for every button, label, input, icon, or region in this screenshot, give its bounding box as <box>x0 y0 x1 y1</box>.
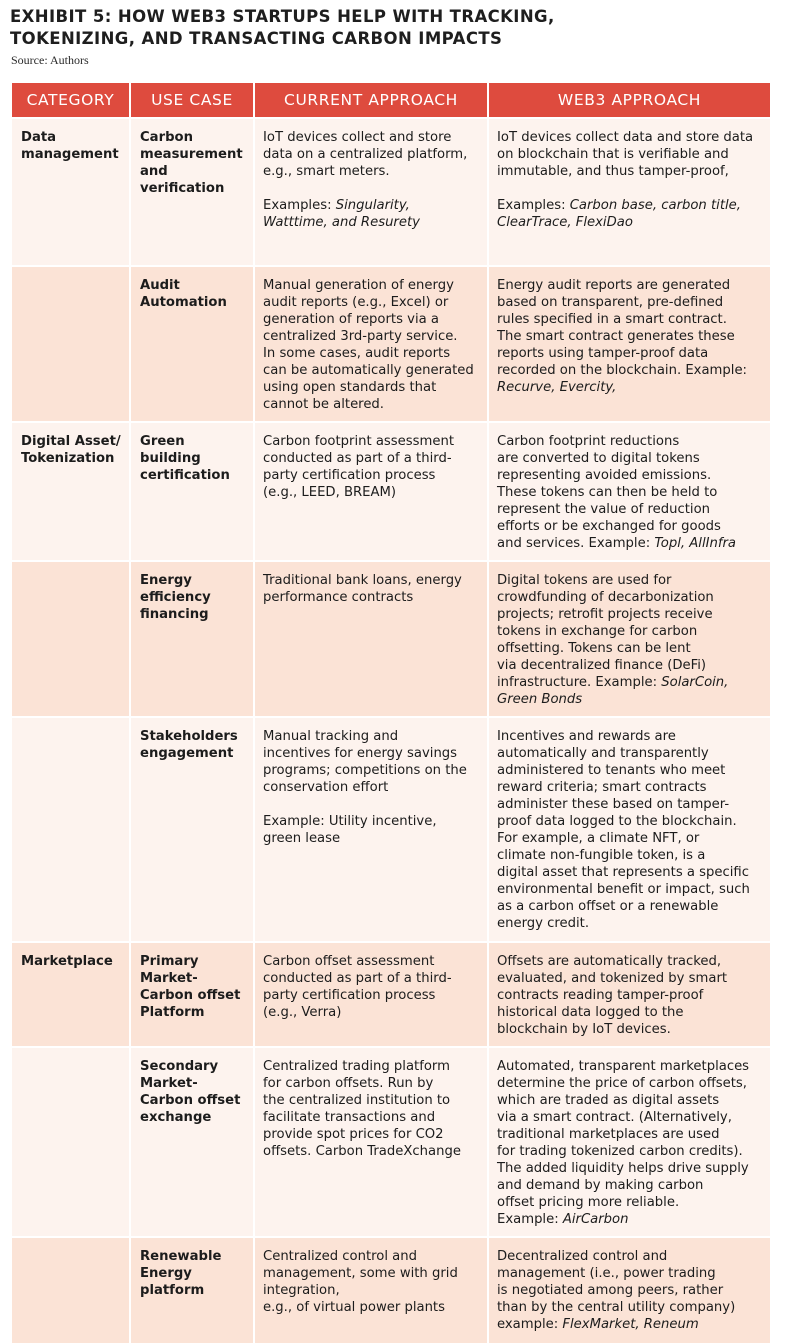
examples-label: Examples: <box>497 198 570 213</box>
use-case-text: Audit <box>140 278 180 293</box>
use-case-text: Secondary <box>140 1059 219 1074</box>
examples-names: ClearTrace, FlexiDao <box>497 215 633 230</box>
table-row <box>11 561 771 717</box>
web3-examples <box>497 197 763 214</box>
use-case-text: efficiency <box>140 590 211 605</box>
web3-text: for trading tokenized carbon credits). <box>497 1144 743 1159</box>
header-category: CATEGORY <box>11 83 130 118</box>
current-text: offsets. Carbon TradeXchange <box>263 1144 461 1159</box>
web3-text: Digital tokens are used for <box>497 573 672 588</box>
web3-approach-cell <box>488 942 771 1047</box>
use-case-text: measurement <box>140 147 243 162</box>
current-text: provide spot prices for CO2 <box>263 1127 444 1142</box>
current-text: green lease <box>263 831 341 846</box>
web3-text: Offsets are automatically tracked, <box>497 954 722 969</box>
current-text: e.g., of virtual power plants <box>263 1300 445 1315</box>
use-case-text: Platform <box>140 1005 205 1020</box>
examples-names: SolarCoin, <box>661 675 729 690</box>
web3-text: Decentralized control and <box>497 1249 668 1264</box>
exhibit-title-line2: TOKENIZING, AND TRANSACTING CARBON IMPACTS <box>10 29 503 48</box>
web3-text: traditional marketplaces are used <box>497 1127 720 1142</box>
current-text: conducted as part of a third- <box>263 451 452 466</box>
category-cell <box>11 118 130 266</box>
current-text: party certification process <box>263 468 436 483</box>
table-row <box>11 1237 771 1343</box>
web3-text: IoT devices collect data and store data <box>497 130 754 145</box>
examples-names: Singularity, <box>335 198 410 213</box>
use-case-text: Carbon <box>140 130 193 145</box>
web3-text: via a smart contract. (Alternatively, <box>497 1110 732 1125</box>
web3-text: as a carbon offset or a renewable <box>497 899 719 914</box>
web3-text: Incentives and rewards are <box>497 729 676 744</box>
web3-examples-cont <box>497 691 763 708</box>
current-text: performance contracts <box>263 590 414 605</box>
use-case-text: Primary <box>140 954 199 969</box>
category-cell <box>11 1237 130 1343</box>
web3-approach-cell <box>488 118 771 266</box>
web3-text: and demand by making carbon <box>497 1178 704 1193</box>
web3-text: These tokens can then be held to <box>497 485 718 500</box>
current-text: Centralized control and <box>263 1249 417 1264</box>
use-case-text: Market- <box>140 1076 198 1091</box>
web3-examples <box>497 1316 763 1333</box>
use-case-cell <box>130 561 254 717</box>
exhibit-title-line1: EXHIBIT 5: HOW WEB3 STARTUPS HELP WITH TRACKING, <box>10 7 555 26</box>
web3-text: management (i.e., power trading <box>497 1266 716 1281</box>
current-text: Carbon offset assessment <box>263 954 435 969</box>
current-text: Example: Utility incentive, <box>263 814 437 829</box>
web3-text: reward criteria; smart contracts <box>497 780 707 795</box>
current-text: In some cases, audit reports <box>263 346 451 361</box>
web3-text: is negotiated among peers, rather <box>497 1283 724 1298</box>
web3-text: The added liquidity helps drive supply <box>497 1161 749 1176</box>
current-text: Traditional bank loans, energy <box>263 573 462 588</box>
current-approach-cell <box>254 561 488 717</box>
web3-text: than by the central utility company) <box>497 1300 736 1315</box>
web3-text: offset pricing more reliable. <box>497 1195 680 1210</box>
current-text: IoT devices collect and store <box>263 130 452 145</box>
web3-text: based on transparent, pre-defined <box>497 295 724 310</box>
current-text: using open standards that <box>263 380 437 395</box>
web3-text: rules specified in a smart contract. <box>497 312 727 327</box>
web3-text: Energy audit reports are generated <box>497 278 731 293</box>
web3-examples <box>497 379 763 396</box>
use-case-text: certification <box>140 468 230 483</box>
web3-examples <box>497 535 763 552</box>
table-row <box>11 717 771 942</box>
web3-text: projects; retrofit projects receive <box>497 607 713 622</box>
category-cell <box>11 422 130 561</box>
web3-text: offsetting. Tokens can be lent <box>497 641 691 656</box>
current-text: audit reports (e.g., Excel) or <box>263 295 449 310</box>
web3-text: proof data logged to the blockchain. <box>497 814 737 829</box>
web3-approach-cell <box>488 1047 771 1237</box>
current-text: conducted as part of a third- <box>263 971 452 986</box>
web3-examples <box>497 674 763 691</box>
table-row <box>11 942 771 1047</box>
current-text: conservation effort <box>263 780 389 795</box>
web3-text: example: <box>497 1317 563 1332</box>
current-approach-cell <box>254 1237 488 1343</box>
web3-approach-cell <box>488 561 771 717</box>
web3-text: represent the value of reduction <box>497 502 711 517</box>
web3-text: Example: <box>497 1212 563 1227</box>
use-case-cell <box>130 1047 254 1237</box>
examples-names: FlexMarket, Reneum <box>562 1317 699 1332</box>
current-text: Carbon footprint assessment <box>263 434 454 449</box>
current-approach-cell <box>254 1047 488 1237</box>
use-case-text: Stakeholders <box>140 729 238 744</box>
category-text: Marketplace <box>21 954 113 969</box>
web3-text: determine the price of carbon offsets, <box>497 1076 747 1091</box>
category-text: Digital Asset/ <box>21 434 121 449</box>
source-note: Source: Authors <box>11 53 89 67</box>
current-text: can be automatically generated <box>263 363 474 378</box>
current-approach-cell <box>254 717 488 942</box>
web3-text: For example, a climate NFT, or <box>497 831 700 846</box>
web3-approach-cell <box>488 266 771 422</box>
table-row <box>11 118 771 266</box>
use-case-cell <box>130 942 254 1047</box>
category-cell <box>11 266 130 422</box>
examples-names: Carbon base, carbon title, <box>569 198 741 213</box>
examples-names: Recurve, Evercity, <box>497 380 617 395</box>
use-case-text: Green building <box>140 434 201 466</box>
category-cell <box>11 561 130 717</box>
category-cell <box>11 1047 130 1237</box>
table-header-row <box>11 83 771 118</box>
current-text: Manual tracking and <box>263 729 399 744</box>
category-text: management <box>21 147 119 162</box>
current-text: (e.g., LEED, BREAM) <box>263 485 397 500</box>
web3-text: climate non-fungible token, is a <box>497 848 706 863</box>
table-row <box>11 1047 771 1237</box>
use-case-text: Carbon offset <box>140 1093 241 1108</box>
web3-text: automatically and transparently <box>497 746 709 761</box>
web3-approach-cell <box>488 422 771 561</box>
web3-text: crowdfunding of decarbonization <box>497 590 714 605</box>
web3-text: evaluated, and tokenized by smart <box>497 971 728 986</box>
web3-text: reports using tamper-proof data <box>497 346 709 361</box>
use-case-text: engagement <box>140 746 234 761</box>
examples-names: AirCarbon <box>562 1212 629 1227</box>
web3-text: recorded on the blockchain. Example: <box>497 363 747 378</box>
examples-names: Topl, AllInfra <box>654 536 736 551</box>
current-approach-cell <box>254 422 488 561</box>
web3-examples-cont <box>497 214 763 231</box>
use-case-text: Automation <box>140 295 227 310</box>
use-case-text: and <box>140 164 168 179</box>
web3-approach-cell <box>488 1237 771 1343</box>
category-text: Tokenization <box>21 451 115 466</box>
web3-text: blockchain by IoT devices. <box>497 1022 671 1037</box>
current-approach-cell <box>254 266 488 422</box>
current-examples <box>263 197 480 214</box>
use-case-text: Renewable <box>140 1249 222 1264</box>
web3-text: which are traded as digital assets <box>497 1093 720 1108</box>
current-text: programs; competitions on the <box>263 763 467 778</box>
web3-text: The smart contract generates these <box>497 329 735 344</box>
web3-text: infrastructure. Example: <box>497 675 662 690</box>
current-text: data on a centralized platform, <box>263 147 468 162</box>
web3-text: digital asset that represents a specific <box>497 865 749 880</box>
current-text: the centralized institution to <box>263 1093 451 1108</box>
category-text: Data <box>21 130 57 145</box>
web3-text: Carbon footprint reductions <box>497 434 680 449</box>
web3-text: via decentralized finance (DeFi) <box>497 658 707 673</box>
web3-text: historical data logged to the <box>497 1005 684 1020</box>
web3-text: Automated, transparent marketplaces <box>497 1059 750 1074</box>
web3-text: administer these based on tamper- <box>497 797 730 812</box>
current-text: for carbon offsets. Run by <box>263 1076 434 1091</box>
web3-text: representing avoided emissions. <box>497 468 712 483</box>
current-text: facilitate transactions and <box>263 1110 436 1125</box>
current-text: Centralized trading platform <box>263 1059 450 1074</box>
use-case-text: Market- <box>140 971 198 986</box>
use-case-cell <box>130 422 254 561</box>
current-approach-cell <box>254 942 488 1047</box>
web3-text: environmental benefit or impact, such <box>497 882 750 897</box>
use-case-text: exchange <box>140 1110 212 1125</box>
category-cell <box>11 942 130 1047</box>
use-case-cell <box>130 266 254 422</box>
header-web3-approach: WEB3 APPROACH <box>488 83 771 118</box>
web3-text: immutable, and thus tamper-proof, <box>497 164 729 179</box>
examples-names: Green Bonds <box>497 692 583 707</box>
current-text: management, some with grid <box>263 1266 458 1281</box>
exhibit-title <box>10 6 555 50</box>
examples-label: Examples: <box>263 198 336 213</box>
use-case-text: Carbon offset <box>140 988 241 1003</box>
current-examples-cont <box>263 214 480 231</box>
web3-text: contracts reading tamper-proof <box>497 988 704 1003</box>
use-case-text: platform <box>140 1283 205 1298</box>
current-text: cannot be altered. <box>263 397 384 412</box>
table-row <box>11 266 771 422</box>
use-case-cell <box>130 717 254 942</box>
current-text: centralized 3rd-party service. <box>263 329 458 344</box>
use-case-text: financing <box>140 607 209 622</box>
use-case-cell <box>130 118 254 266</box>
use-case-text: verification <box>140 181 225 196</box>
web3-text: and services. Example: <box>497 536 655 551</box>
use-case-cell <box>130 1237 254 1343</box>
web3-text: on blockchain that is verifiable and <box>497 147 729 162</box>
table-row <box>11 422 771 561</box>
web3-text: tokens in exchange for carbon <box>497 624 698 639</box>
current-approach-cell <box>254 118 488 266</box>
web3-text: are converted to digital tokens <box>497 451 700 466</box>
use-case-text: Energy <box>140 1266 192 1281</box>
category-cell <box>11 717 130 942</box>
web3-examples <box>497 1211 763 1228</box>
web3-text: administered to tenants who meet <box>497 763 726 778</box>
current-text: e.g., smart meters. <box>263 164 390 179</box>
current-text: integration, <box>263 1283 340 1298</box>
exhibit-table <box>10 83 772 1343</box>
use-case-text: Energy <box>140 573 192 588</box>
current-text: incentives for energy savings <box>263 746 458 761</box>
header-use-case: USE CASE <box>130 83 254 118</box>
web3-approach-cell <box>488 717 771 942</box>
web3-text: energy credit. <box>497 916 590 931</box>
current-text: Manual generation of energy <box>263 278 454 293</box>
current-text: (e.g., Verra) <box>263 1005 342 1020</box>
current-text: generation of reports via a <box>263 312 439 327</box>
examples-names: Watttime, and Resurety <box>263 215 420 230</box>
header-current-approach: CURRENT APPROACH <box>254 83 488 118</box>
web3-text: efforts or be exchanged for goods <box>497 519 721 534</box>
current-text: party certification process <box>263 988 436 1003</box>
